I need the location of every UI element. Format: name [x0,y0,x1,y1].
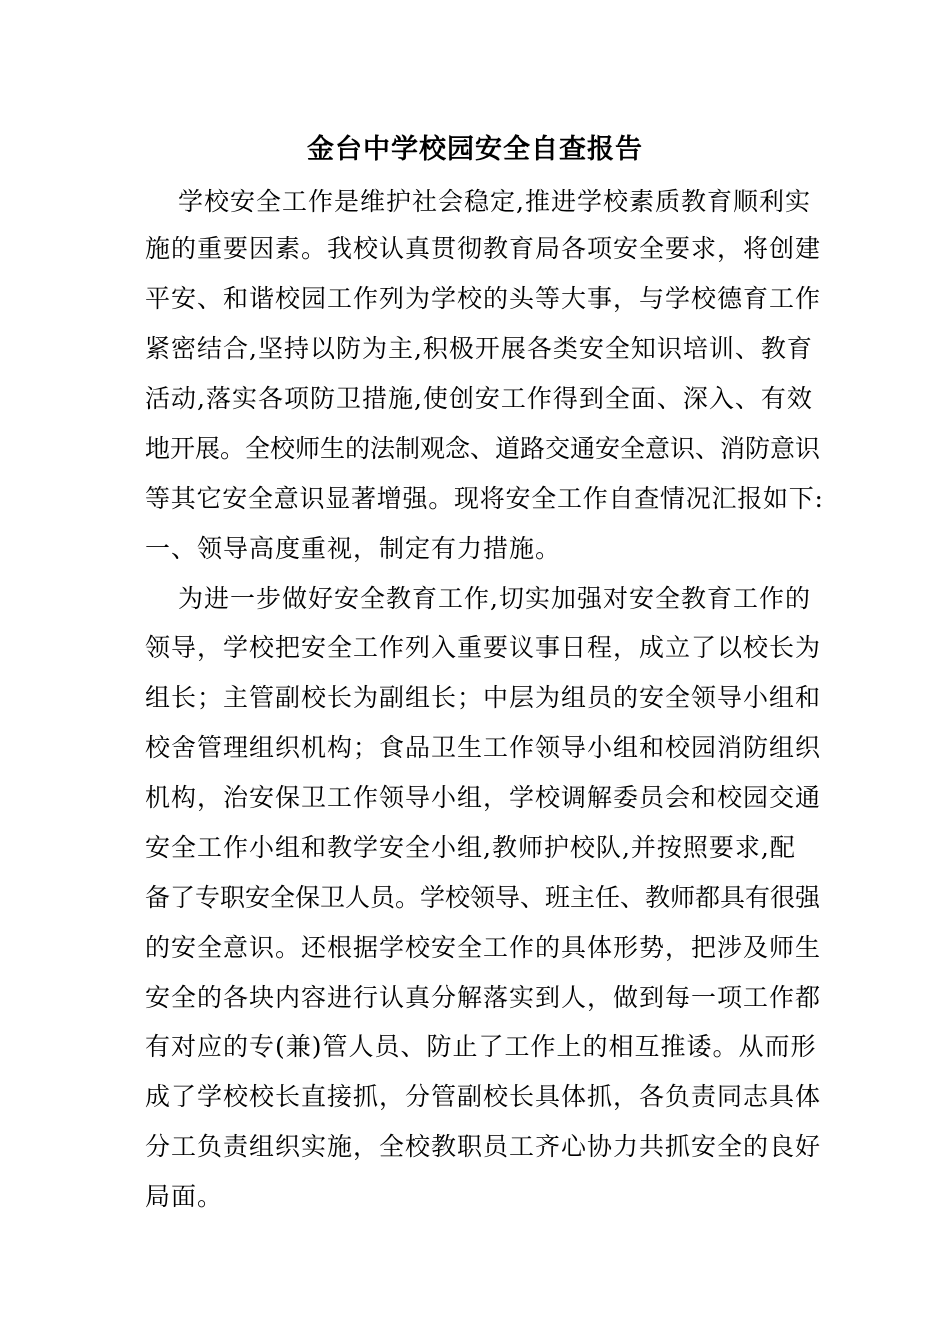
paragraph-line: 领导，学校把安全工作列入重要议事日程，成立了以校长为 [145,633,822,662]
paragraph-line: 有对应的专(兼)管人员、防止了工作上的相互推诿。从而形 [145,1032,817,1061]
paragraph-line: 机构，治安保卫工作领导小组，学校调解委员会和校园交通 [145,783,822,812]
paragraph-line: 分工负责组织实施，全校教职员工齐心协力共抓安全的良好 [145,1132,822,1161]
paragraph-line: 活动,落实各项防卫措施,使创安工作得到全面、深入、有效 [145,384,813,413]
paragraph-line: 的安全意识。还根据学校安全工作的具体形势，把涉及师生 [145,933,822,962]
paragraph-line: 地开展。全校师生的法制观念、道路交通安全意识、消防意识 [145,434,821,463]
paragraph-line: 学校安全工作是维护社会稳定,推进学校素质教育顺利实 [178,187,811,216]
paragraph-line: 为进一步做好安全教育工作,切实加强对安全教育工作的 [178,584,811,613]
paragraph-line: 校舍管理组织机构；食品卫生工作领导小组和校园消防组织 [145,733,822,762]
paragraph-line: 安全的各块内容进行认真分解落实到人，做到每一项工作都 [145,983,822,1012]
paragraph-line: 等其它安全意识显著增强。现将安全工作自查情况汇报如下: [145,484,824,513]
paragraph-line: 成了学校校长直接抓，分管副校长具体抓，各负责同志具体 [145,1082,822,1111]
paragraph-line: 施的重要因素。我校认真贯彻教育局各项安全要求，将创建 [145,234,822,263]
paragraph-line: 组长；主管副校长为副组长；中层为组员的安全领导小组和 [145,683,822,712]
document-title: 金台中学校园安全自查报告 [307,134,643,165]
paragraph-line: 备了专职安全保卫人员。学校领导、班主任、教师都具有很强 [145,883,821,912]
paragraph-line: 局面。 [145,1182,224,1211]
section-heading: 一、领导高度重视，制定有力措施。 [145,534,562,563]
paragraph-line: 紧密结合,坚持以防为主,积极开展各类安全知识培训、教育 [145,334,813,363]
paragraph-line: 安全工作小组和教学安全小组,教师护校队,并按照要求,配 [145,833,796,862]
paragraph-line: 平安、和谐校园工作列为学校的头等大事，与学校德育工作 [145,284,822,313]
